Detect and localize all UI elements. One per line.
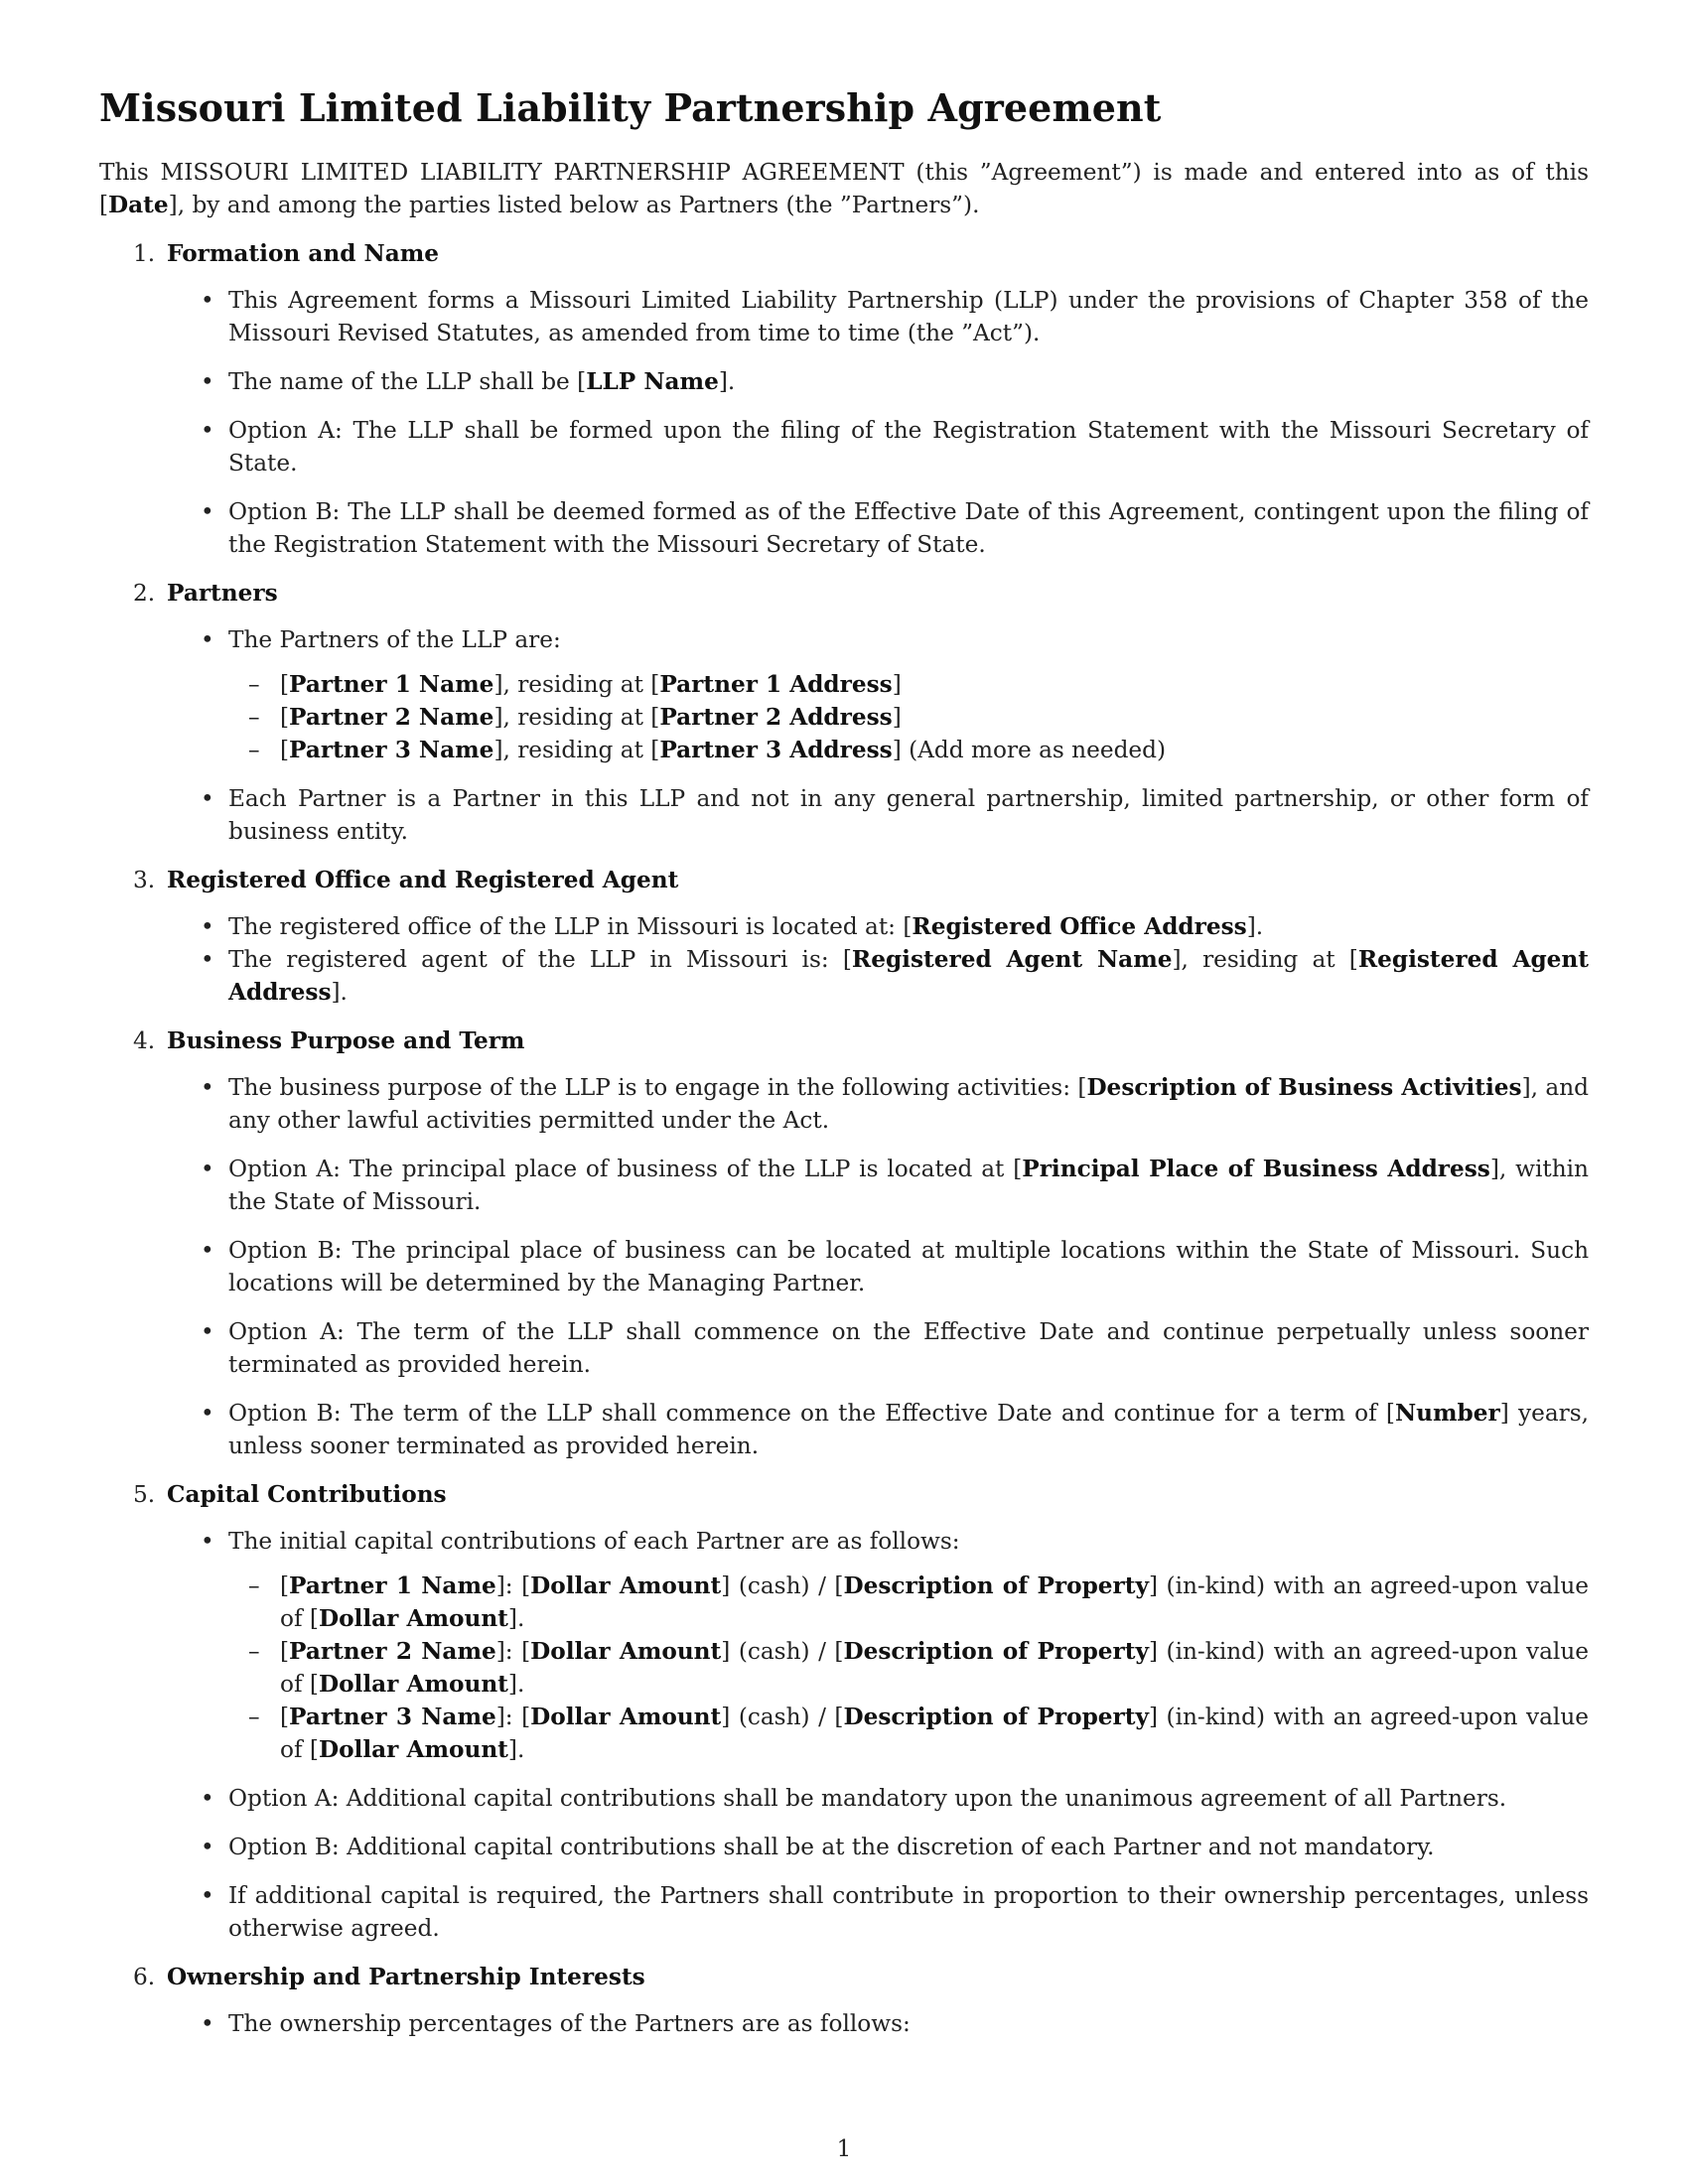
list-item: • Option B: The LLP shall be deemed formed as of the Effective Date of this Agreement, contingent upon the filing of the Registration Statement with the Missouri Secretary of State. xyxy=(167,495,1589,561)
list-item: • Option A: The term of the LLP shall commence on the Effective Date and continue perpetually unless sooner terminated as provided herein. xyxy=(167,1315,1589,1381)
list-item: • Option B: The term of the LLP shall commence on the Effective Date and continue for a term of [Number] years, unless sooner terminated as provided herein. xyxy=(167,1397,1589,1462)
section-formation-and-name xyxy=(99,237,1589,561)
bullet-list xyxy=(167,1525,1589,1945)
section-number: 5. xyxy=(133,1481,156,1508)
page-number: 1 xyxy=(836,2136,852,2162)
sections-list xyxy=(99,237,1589,2040)
list-item: • The Partners of the LLP are: – [Partner 1 Name], residing at [Partner 1 Address] – [Partner 2 Name], residing at [Partner 2 Address] – [Partner 3 Name], residing at [Partner 3 Address] (Add more as needed) xyxy=(167,623,1589,766)
partner-entry: – [Partner 3 Name], residing at [Partner 3 Address] (Add more as needed) xyxy=(228,734,1589,766)
section-title: Ownership and Partnership Interests xyxy=(167,1964,645,1990)
section-number: 1. xyxy=(133,240,156,267)
section-title: Business Purpose and Term xyxy=(167,1027,525,1054)
section-ownership xyxy=(99,1961,1589,2040)
list-item: • The registered office of the LLP in Missouri is located at: [Registered Office Address]. xyxy=(167,910,1589,943)
section-business-purpose xyxy=(99,1024,1589,1462)
list-item: • Each Partner is a Partner in this LLP and not in any general partnership, limited partnership, or other form of business entity. xyxy=(167,782,1589,848)
bullet-list xyxy=(167,284,1589,561)
list-item: • Option A: The LLP shall be formed upon the filing of the Registration Statement with the Missouri Secretary of State. xyxy=(167,414,1589,479)
date-placeholder: Date xyxy=(108,192,169,218)
contribution-entry: – [Partner 2 Name]: [Dollar Amount] (cash) / [Description of Property] (in-kind) with an agreed-upon value of [Dollar Amount]. xyxy=(228,1635,1589,1701)
bullet-list xyxy=(167,1071,1589,1462)
section-partners xyxy=(99,577,1589,848)
bullet-list xyxy=(167,2007,1589,2040)
list-item: • This Agreement forms a Missouri Limited Liability Partnership (LLP) under the provisions of Chapter 358 of the Missouri Revised Statutes, as amended from time to time (the ”Act”). xyxy=(167,284,1589,349)
list-item: • The business purpose of the LLP is to engage in the following activities: [Description of Business Activities], and any other lawful activities permitted under the Act. xyxy=(167,1071,1589,1137)
list-item: • The name of the LLP shall be [LLP Name]. xyxy=(167,365,1589,398)
list-item: • The ownership percentages of the Partners are as follows: xyxy=(167,2007,1589,2040)
section-capital-contributions xyxy=(99,1478,1589,1945)
list-item: • Option A: Additional capital contributions shall be mandatory upon the unanimous agreement of all Partners. xyxy=(167,1782,1589,1815)
llp-name-placeholder: LLP Name xyxy=(586,368,719,395)
partner-entry: – [Partner 2 Name], residing at [Partner 2 Address] xyxy=(228,701,1589,734)
list-item: • Option A: The principal place of business of the LLP is located at [Principal Place of Business Address], within the State of Missouri. xyxy=(167,1153,1589,1218)
list-item: • Option B: The principal place of business can be located at multiple locations within the State of Missouri. Such locations will be determined by the Managing Partner. xyxy=(167,1234,1589,1299)
contribution-entry: – [Partner 3 Name]: [Dollar Amount] (cash) / [Description of Property] (in-kind) with an agreed-upon value of [Dollar Amount]. xyxy=(228,1701,1589,1766)
section-number: 3. xyxy=(133,867,156,893)
section-title: Capital Contributions xyxy=(167,1481,447,1508)
section-number: 6. xyxy=(133,1964,156,1990)
contributions-dash-list xyxy=(228,1570,1589,1766)
intro-paragraph: This MISSOURI LIMITED LIABILITY PARTNERSHIP AGREEMENT (this ”Agreement”) is made and entered into as of this [Date], by and among the parties listed below as Partners (the ”Partners”). xyxy=(99,159,1589,218)
list-item: • The initial capital contributions of each Partner are as follows: – [Partner 1 Name]: [Dollar Amount] (cash) / [Description of Property] (in-kind) with an agreed-upon value of [Dollar Amount]. – [Partner 2 Name]: [Dollar Amount] (cash) / [Description of Property] (in-kind) with an agreed-upon value of [Dollar Amount]. – [Partner 3 Name]: [Dollar Amount] (cash) / [Description of Property] (in-kind) with an agreed-upon value of [Dollar Amount]. xyxy=(167,1525,1589,1766)
section-number: 2. xyxy=(133,580,156,607)
section-title: Formation and Name xyxy=(167,240,440,267)
section-registered-office xyxy=(99,864,1589,1009)
document-title: Missouri Limited Liability Partnership Agreement xyxy=(99,85,1162,130)
list-item: • If additional capital is required, the Partners shall contribute in proportion to their ownership percentages, unless otherwise agreed. xyxy=(167,1879,1589,1945)
bullet-list xyxy=(167,623,1589,848)
section-title: Registered Office and Registered Agent xyxy=(167,867,679,893)
contribution-entry: – [Partner 1 Name]: [Dollar Amount] (cash) / [Description of Property] (in-kind) with an agreed-upon value of [Dollar Amount]. xyxy=(228,1570,1589,1635)
bullet-list xyxy=(167,910,1589,1009)
partner-entry: – [Partner 1 Name], residing at [Partner 1 Address] xyxy=(228,668,1589,701)
document-body xyxy=(99,85,1589,2056)
list-item: • Option B: Additional capital contributions shall be at the discretion of each Partner and not mandatory. xyxy=(167,1831,1589,1863)
section-number: 4. xyxy=(133,1027,156,1054)
section-title: Partners xyxy=(167,580,278,607)
list-item: • The registered agent of the LLP in Missouri is: [Registered Agent Name], residing at [Registered Agent Address]. xyxy=(167,943,1589,1009)
partners-dash-list xyxy=(228,668,1589,766)
